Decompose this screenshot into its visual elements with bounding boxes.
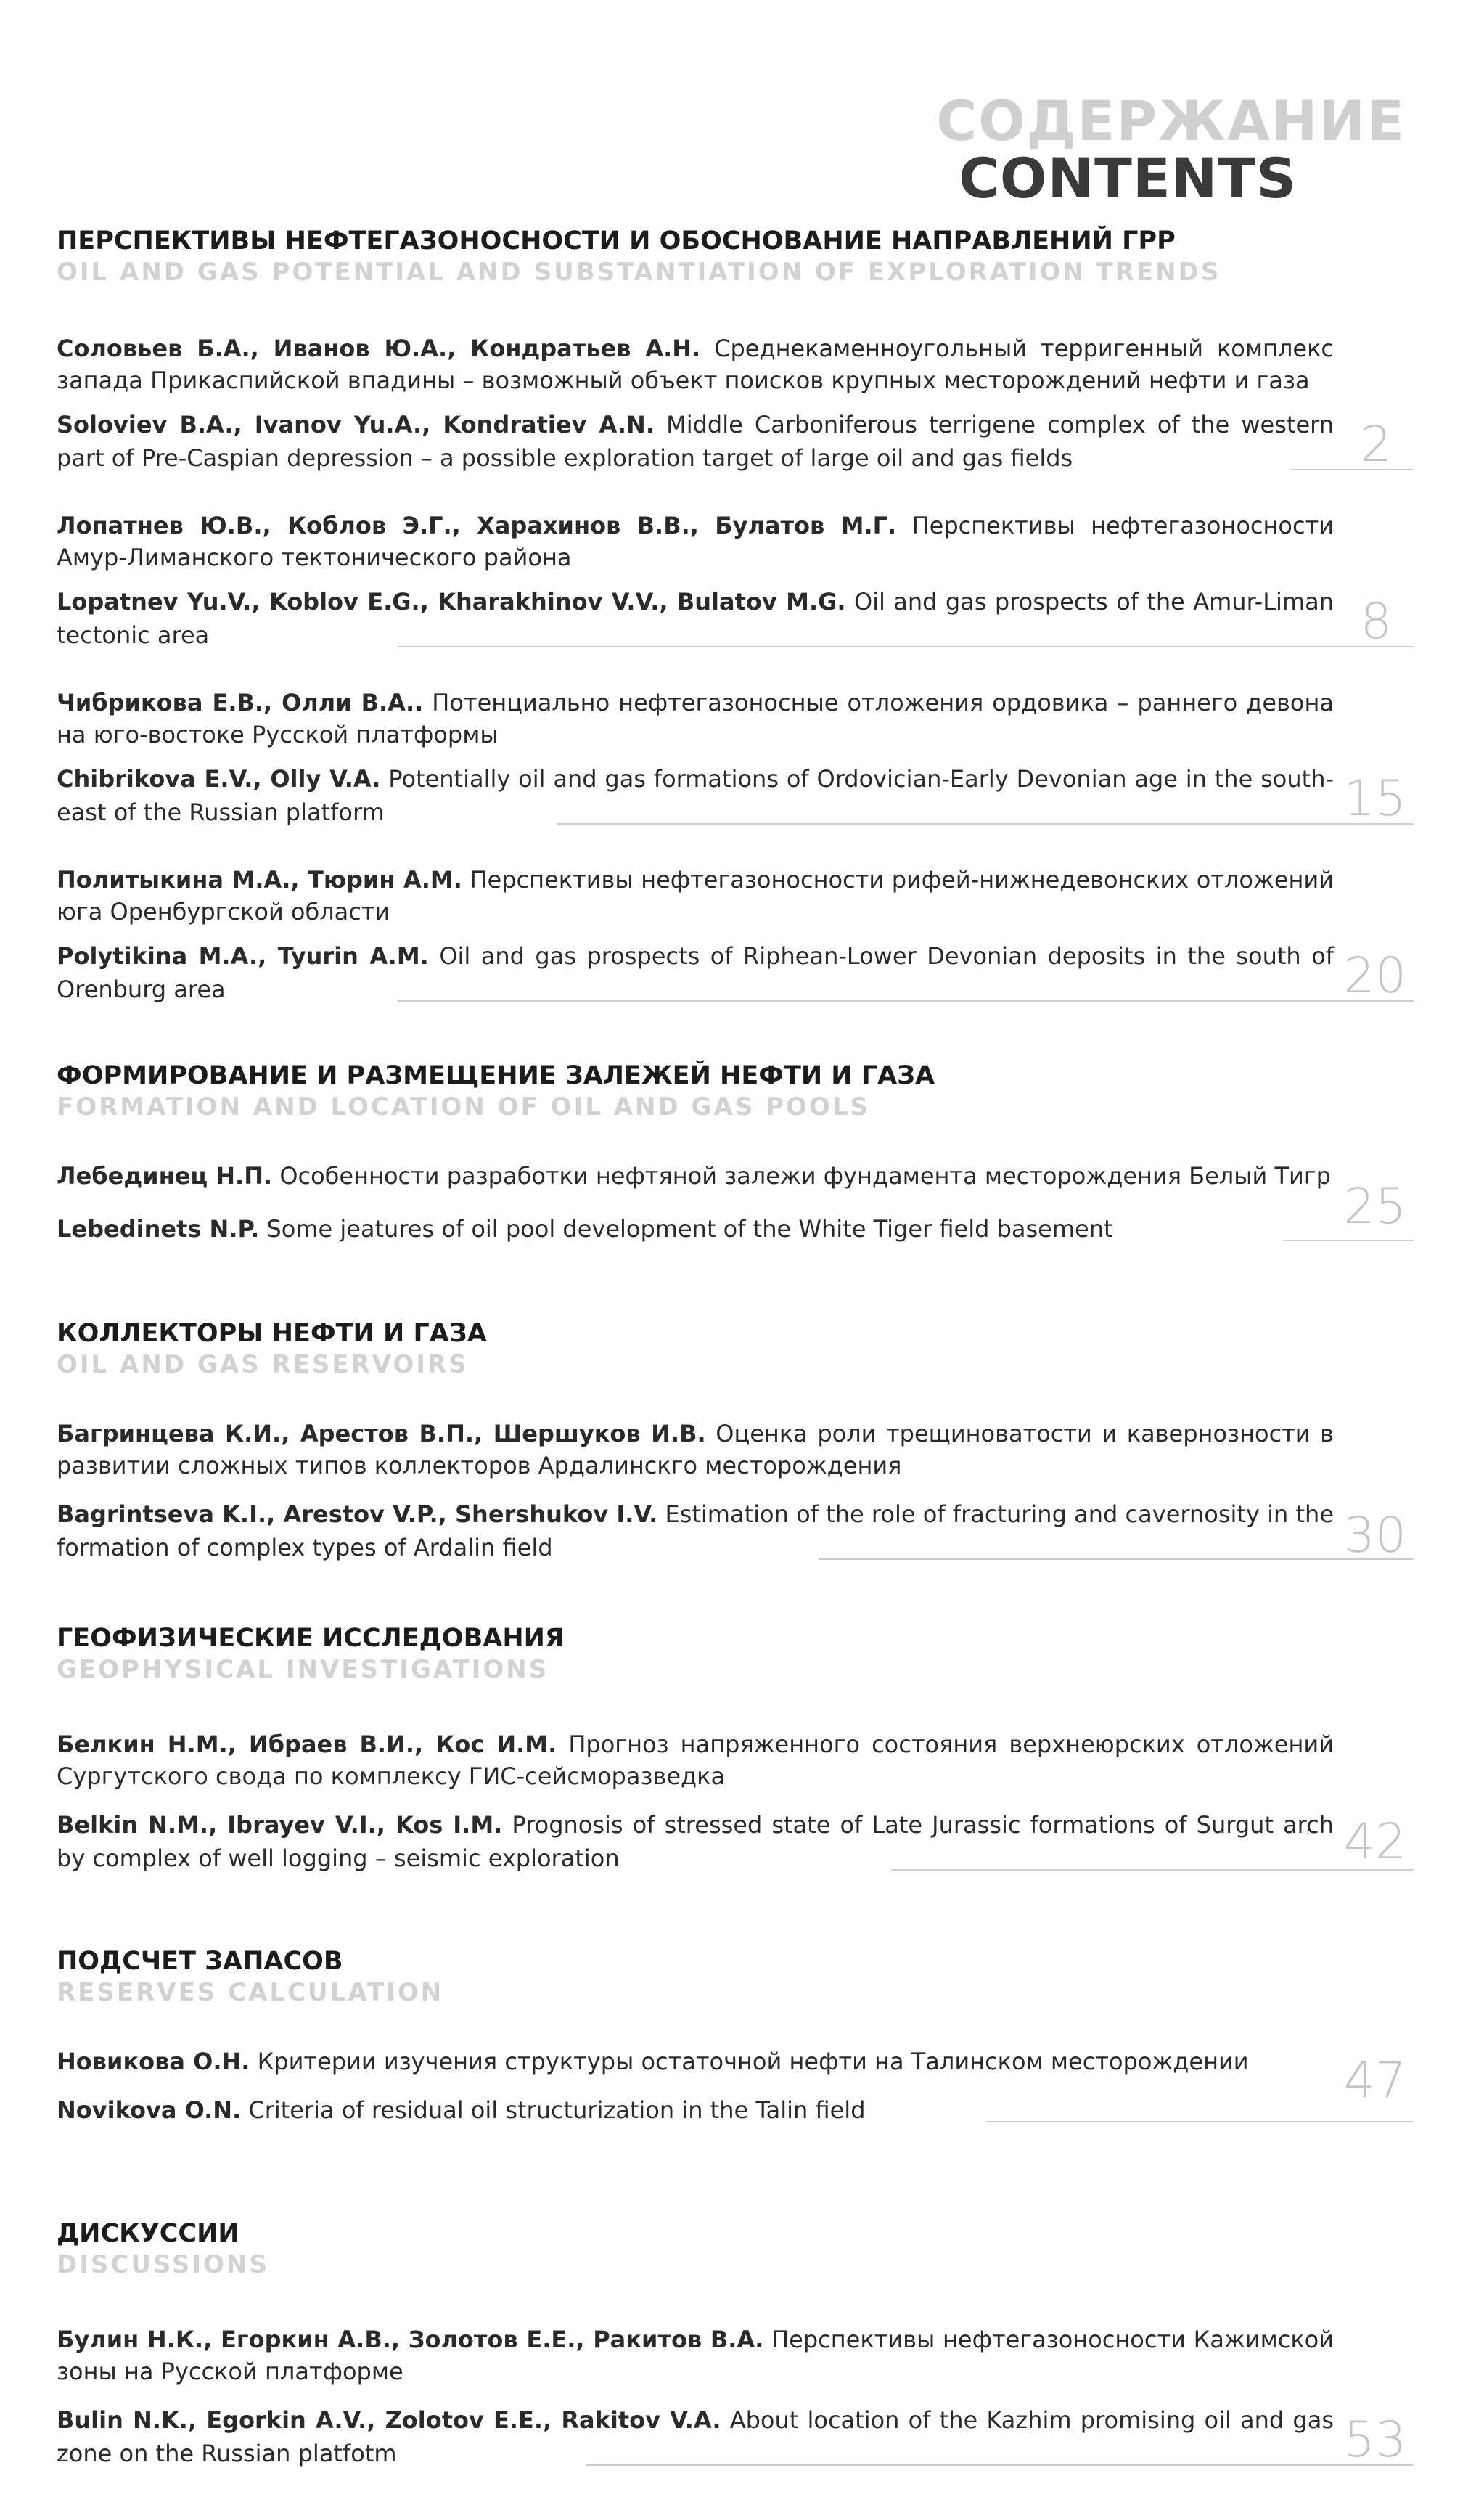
entry-authors-en: Chibrikova E.V., Olly V.A. <box>57 765 381 793</box>
entry-authors-en: Lopatnev Yu.V., Koblov E.G., Kharakhinov V.V., Bulatov M.G. <box>57 588 846 616</box>
section-reservoirs <box>57 1317 1414 1564</box>
section-title-en: OIL AND GAS RESERVOIRS <box>57 1350 469 1379</box>
section-title-ru: ФОРМИРОВАНИЕ И РАЗМЕЩЕНИЕ ЗАЛЕЖЕЙ НЕФТИ И ГАЗА <box>57 1061 935 1090</box>
toc-entry[interactable] <box>57 687 1414 829</box>
entry-authors-ru: Соловьев Б.А., Иванов Ю.А., Кондратьев А.Н. <box>57 335 701 362</box>
leader-rule <box>985 2121 1414 2122</box>
entry-authors-en: Belkin N.M., Ibrayev V.I., Kos I.M. <box>57 1811 503 1839</box>
entry-title-en: Potentially oil and gas formations of Ordovician-Early Devonian age in the south-east of the Russian platform <box>57 765 1335 826</box>
entry-title-ru: Критерии изучения структуры остаточной нефти на Талинском месторождении <box>257 2048 1249 2075</box>
entry-authors-en: Polytikina M.A., Tyurin A.M. <box>57 942 429 970</box>
entry-title-ru: Перспективы нефтегазоносности рифей-нижнедевонских отложений юга Оренбургской области <box>57 866 1335 925</box>
header-title-en: CONTENTS <box>959 146 1297 211</box>
leader-rule <box>398 646 1414 647</box>
page-number: 20 <box>1343 947 1406 1005</box>
page-number: 42 <box>1343 1813 1406 1871</box>
leader-rule <box>586 2464 1414 2466</box>
entry-title-en: Estimation of the role of fracturing and cavernosity in the formation of complex types of Ardalin field <box>57 1500 1335 1561</box>
leader-rule <box>1283 1240 1414 1241</box>
section-title-ru: ПЕРСПЕКТИВЫ НЕФТЕГАЗОНОСНОСТИ И ОБОСНОВАНИЕ НАПРАВЛЕНИЙ ГРР <box>57 226 1176 256</box>
entry-title-en: Some jeatures of oil pool development of the White Tiger field basement <box>266 1215 1113 1243</box>
section-title-ru: ПОДСЧЕТ ЗАПАСОВ <box>57 1947 343 1976</box>
entry-authors-ru: Политыкина М.А., Тюрин А.М. <box>57 866 462 894</box>
section-title-en: OIL AND GAS POTENTIAL AND SUBSTANTIATION OF EXPLORATION TRENDS <box>57 258 1221 287</box>
page-number: 30 <box>1343 1507 1406 1564</box>
leader-rule <box>557 823 1414 825</box>
entry-title-ru: Перспективы нефтегазоносности Амур-Лиманского тектонического района <box>57 512 1335 571</box>
toc-entry[interactable] <box>57 1728 1414 1875</box>
leader-rule <box>891 1869 1414 1871</box>
page-number: 15 <box>1343 770 1406 827</box>
toc-entry[interactable] <box>57 510 1414 652</box>
entry-title-ru: Оценка роли трещиноватости и кавернозности в развитии сложных типов коллекторов Ардалинскго месторождения <box>57 1420 1335 1479</box>
section-discussions <box>57 2218 1414 2470</box>
entry-authors-en: Lebedinets N.P. <box>57 1215 260 1243</box>
section-title-en: GEOPHYSICAL INVESTIGATIONS <box>57 1655 549 1684</box>
entry-title-ru: Особенности разработки нефтяной залежи фундамента месторождения Белый Тигр <box>279 1162 1331 1190</box>
leader-rule <box>1290 469 1414 470</box>
page-number: 8 <box>1360 593 1392 650</box>
header-title-ru: СОДЕРЖАНИЕ <box>936 89 1406 153</box>
section-exploration <box>57 225 1414 1006</box>
page-number: 53 <box>1343 2411 1406 2469</box>
entry-title-en: Criteria of residual oil structurization in the Talin field <box>248 2096 866 2124</box>
entry-authors-ru: Белкин Н.М., Ибраев В.И., Кос И.М. <box>57 1730 557 1758</box>
toc-entry[interactable] <box>57 1418 1414 1564</box>
entry-authors-ru: Новикова О.Н. <box>57 2048 250 2075</box>
entry-authors-ru: Булин Н.К., Егоркин А.В., Золотов Е.Е., Ракитов В.А. <box>57 2326 764 2353</box>
contents-header <box>936 89 1406 211</box>
entry-title-ru: Потенциально нефтегазоносные отложения ордовика – раннего девона на юго-востоке Русской платформы <box>57 689 1335 748</box>
entry-authors-ru: Лопатнев Ю.В., Коблов Э.Г., Харахинов В.В., Булатов М.Г. <box>57 512 897 539</box>
toc-entry[interactable] <box>57 2324 1414 2470</box>
toc-entry[interactable] <box>57 332 1414 475</box>
entry-title-ru: Среднекаменноугольный терригенный комплекс запада Прикаспийской впадины – возможный объект поисков крупных месторождений нефти и газа <box>57 335 1335 394</box>
entry-title-en: Oil and gas prospects of Riphean-Lower Devonian deposits in the south of Orenburg area <box>57 942 1335 1003</box>
entry-authors-en: Bulin N.K., Egorkin A.V., Zolotov E.E., Rakitov V.A. <box>57 2406 721 2434</box>
entry-authors-ru: Багринцева К.И., Арестов В.П., Шершуков И.В. <box>57 1420 706 1447</box>
page-number: 25 <box>1343 1178 1406 1235</box>
section-title-ru: ГЕОФИЗИЧЕСКИЕ ИССЛЕДОВАНИЯ <box>57 1624 565 1653</box>
section-title-en: RESERVES CALCULATION <box>57 1978 444 2007</box>
section-title-en: FORMATION AND LOCATION OF OIL AND GAS POOLS <box>57 1092 870 1121</box>
leader-rule <box>819 1558 1414 1560</box>
section-title-ru: ДИСКУССИИ <box>57 2219 239 2248</box>
toc-entry[interactable] <box>57 1160 1414 1246</box>
section-reserves <box>57 1945 1414 2127</box>
page-number: 2 <box>1360 416 1392 473</box>
entry-authors-en: Bagrintseva K.I., Arestov V.P., Shershukov I.V. <box>57 1500 658 1528</box>
page-number: 47 <box>1343 2052 1406 2109</box>
toc-entry[interactable] <box>57 2046 1414 2127</box>
section-title-ru: КОЛЛЕКТОРЫ НЕФТИ И ГАЗА <box>57 1319 487 1348</box>
entry-authors-ru: Лебединец Н.П. <box>57 1162 273 1190</box>
entry-authors-en: Soloviev B.A., Ivanov Yu.A., Kondratiev A.N. <box>57 411 655 438</box>
section-title-en: DISCUSSIONS <box>57 2250 269 2279</box>
entry-title-en: About location of the Kazhim promising oil and gas zone on the Russian platfotm <box>57 2406 1335 2467</box>
entry-title-ru: Прогноз напряженного состояния верхнеюрских отложений Сургутского свода по комплексу ГИС-сейсморазведка <box>57 1730 1335 1790</box>
section-geophysics <box>57 1622 1414 1875</box>
entry-authors-en: Novikova O.N. <box>57 2096 242 2124</box>
entry-title-en: Oil and gas prospects of the Amur-Liman tectonic area <box>57 588 1335 649</box>
section-formation <box>57 1060 1414 1246</box>
entry-authors-ru: Чибрикова Е.В., Олли В.А.. <box>57 689 424 716</box>
toc-entry[interactable] <box>57 864 1414 1006</box>
entry-title-en: Middle Carboniferous terrigene complex of the western part of Pre-Caspian depression – a possible exploration target of large oil and gas fields <box>57 411 1335 472</box>
entry-title-en: Prognosis of stressed state of Late Jurassic formations of Surgut arch by complex of well logging – seismic exploration <box>57 1811 1335 1872</box>
leader-rule <box>398 1000 1414 1002</box>
entry-title-ru: Перспективы нефтегазоносности Кажимской зоны на Русской платформе <box>57 2326 1335 2385</box>
